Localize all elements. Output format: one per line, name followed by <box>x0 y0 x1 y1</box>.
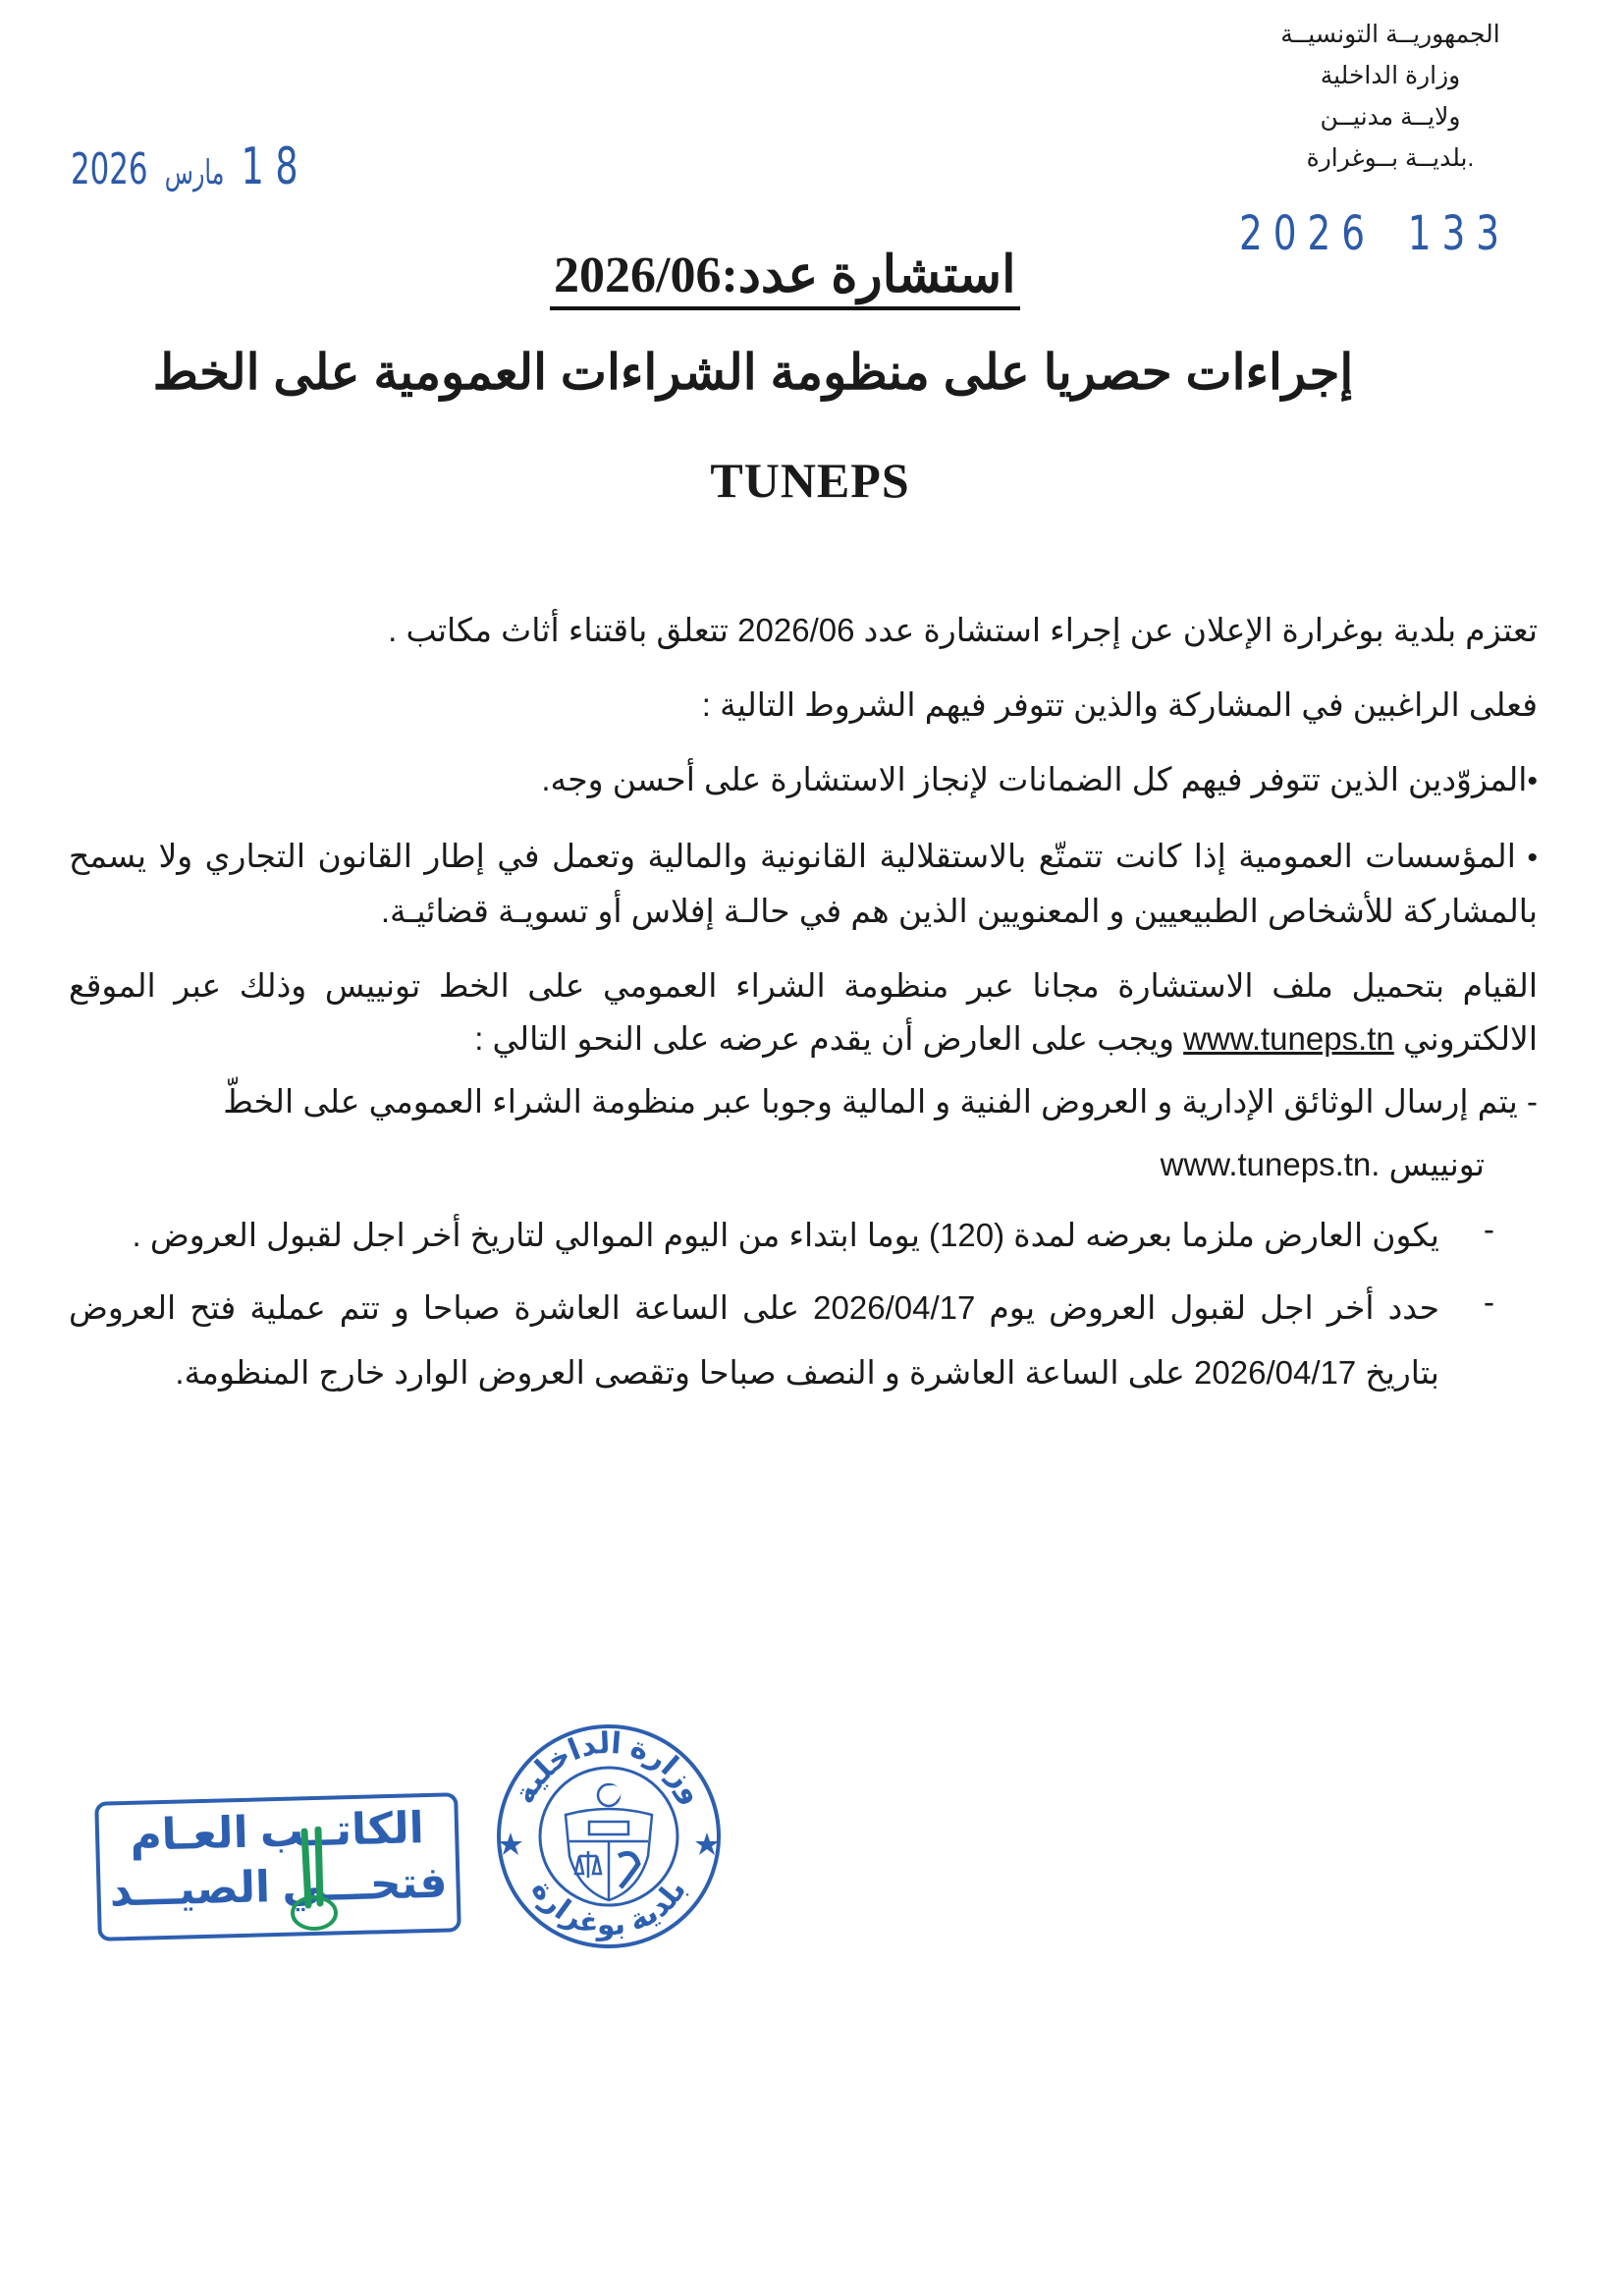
letterhead-governorate: ولايــة مدنيــن <box>1320 103 1461 131</box>
condition-text: المؤسسات العمومية إذا كانت تتمتّع بالاستقلالية القانونية والمالية وتعمل في إطار القانون التجاري ولا يسمح بالمشاركة للأشخاص الطبيعيين و المعنويين الذين هم في حالـة إفلاس أو تسويـة قضائيـة. <box>69 838 1538 929</box>
intro-paragraph: تعتزم بلدية بوغرارة الإعلان عن إجراء استشارة عدد 2026/06 تتعلق باقتناء أثاث مكاتب . <box>388 612 1538 648</box>
condition-bullet <box>69 830 1538 938</box>
requirement-continuation <box>69 1138 1538 1191</box>
tuneps-link[interactable]: www.tuneps.tn <box>1183 1020 1394 1057</box>
official-seal <box>481 1709 736 1964</box>
main-heading-text: إجراءات حصريا على منظومة الشراءات العمومية على الخط <box>152 345 1354 400</box>
stamp-title: الكاتــب العـام <box>129 1804 425 1860</box>
requirement-item <box>69 1276 1538 1405</box>
download-text-1: القيام بتحميل ملف الاستشارة مجانا عبر منظومة الشراء العمومي على الخط تونييس وذلك عبر الموقع الالكتروني <box>69 967 1538 1057</box>
letterhead-municipality: .بلديــة بــوغرارة <box>1306 144 1475 172</box>
download-paragraph <box>69 959 1538 1066</box>
coat-of-arms-icon <box>566 1784 652 1900</box>
seal-top-text: وزارة الداخلية <box>508 1726 710 1810</box>
star-icon <box>695 1832 719 1855</box>
tuneps-url-text: www.tuneps.tn. <box>1160 1146 1380 1182</box>
handwritten-signature <box>275 1827 363 1944</box>
star-icon <box>499 1832 522 1855</box>
consultation-label: استشارة عدد: <box>721 247 1016 303</box>
document-body <box>69 604 1538 1405</box>
requirement-text-system: تونييس <box>1388 1146 1485 1182</box>
system-name <box>0 452 1624 509</box>
main-heading <box>0 344 1624 401</box>
consultation-title <box>550 246 1020 310</box>
dash-icon: - <box>1484 1284 1494 1320</box>
dash-icon: - <box>1484 1211 1494 1247</box>
reference-stamp-year: 2026 <box>1239 206 1376 261</box>
letterhead <box>1243 14 1538 179</box>
requirement-text: يكون العارض ملزما بعرضه لمدة (120) يوما ابتداء من اليوم الموالي لتاريخ أخر اجل لقبول العروض . <box>132 1217 1439 1253</box>
date-stamp-year: 2026 <box>71 144 148 194</box>
letterhead-country: الجمهوريــة التونسيــة <box>1280 21 1500 48</box>
date-stamp <box>71 137 298 196</box>
dash-icon: - <box>1527 1083 1538 1120</box>
date-stamp-day: 1 8 <box>241 137 298 196</box>
download-text-2: ويجب على العارض أن يقدم عرضه على النحو التالي : <box>474 1020 1174 1057</box>
system-name-text: TUNEPS <box>710 453 910 508</box>
seal-bottom-text: بلدية بوغرارة <box>524 1874 693 1942</box>
stamp-name: فتحـــي الصيـــد <box>109 1858 449 1916</box>
conditions-intro: فعلى الراغبين في المشاركة والذين تتوفر فيهم الشروط التالية : <box>701 686 1538 723</box>
consultation-number: 2026/06 <box>554 247 722 303</box>
requirement-item <box>69 1075 1538 1191</box>
bullet-icon: • <box>1527 765 1538 797</box>
condition-text: المزوّدين الذين تتوفر فيهم كل الضمانات لإنجاز الاستشارة على أحسن وجه. <box>541 761 1528 797</box>
date-stamp-month: مارس <box>164 153 225 192</box>
reference-stamp-number: 133 <box>1407 206 1510 261</box>
requirement-item <box>69 1203 1538 1268</box>
bullet-icon: • <box>1515 842 1539 874</box>
letterhead-ministry: وزارة الداخلية <box>1320 62 1461 89</box>
reference-stamp <box>1239 206 1510 261</box>
requirement-text: حدد أخر اجل لقبول العروض يوم 2026/04/17 على الساعة العاشرة صباحا و تتم عملية فتح العروض بتاريخ 2026/04/17 على الساعة العاشرة و النصف صباحا وتقصى العروض الوارد خارج المنظومة. <box>69 1289 1439 1391</box>
requirement-text: يتم إرسال الوثائق الإدارية و العروض الفنية و المالية وجوبا عبر منظومة الشراء العمومي على الخطّ <box>223 1083 1518 1120</box>
condition-bullet <box>69 753 1538 808</box>
